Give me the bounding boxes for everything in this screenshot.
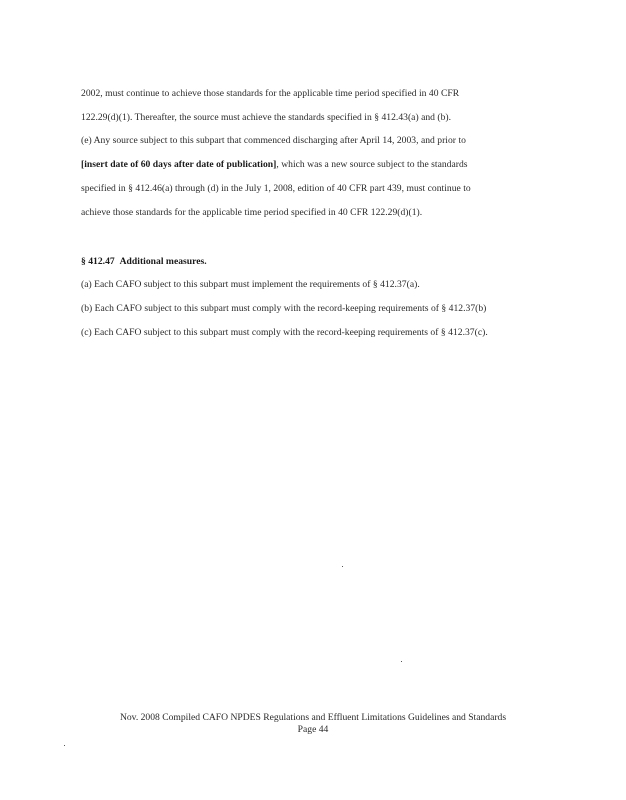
page-number: Page 44 — [297, 724, 329, 735]
list-item: (a) Each CAFO subject to this subpart must implement the requirements of § 412.37(a). — [81, 279, 420, 290]
body-line: achieve those standards for the applicable time period specified in 40 CFR 122.29(d)(1). — [81, 207, 423, 218]
scan-speck — [64, 745, 65, 746]
scan-speck — [342, 566, 343, 567]
section-title: Additional measures. — [119, 256, 207, 267]
list-item: (b) Each CAFO subject to this subpart must comply with the record-keeping requirements of § 412.37(b) — [81, 303, 487, 314]
bracketed-date-placeholder: [insert date of 60 days after date of publication] — [81, 159, 277, 170]
body-line: specified in § 412.46(a) through (d) in the July 1, 2008, edition of 40 CFR part 439, must continue to — [81, 183, 471, 194]
body-line — [81, 159, 468, 171]
body-text: , which was a new source subject to the standards — [276, 159, 468, 170]
list-item: (c) Each CAFO subject to this subpart must comply with the record-keeping requirements of § 412.37(c). — [81, 327, 488, 338]
body-line: (e) Any source subject to this subpart that commenced discharging after April 14, 2003, and prior to — [81, 135, 466, 146]
section-heading — [81, 256, 207, 268]
body-line: 122.29(d)(1). Thereafter, the source must achieve the standards specified in § 412.43(a) and (b). — [81, 112, 452, 123]
footer-title: Nov. 2008 Compiled CAFO NPDES Regulations and Effluent Limitations Guidelines and Standards — [119, 712, 507, 723]
section-number: § 412.47 — [81, 256, 115, 267]
scan-speck — [401, 661, 402, 662]
body-line: 2002, must continue to achieve those standards for the applicable time period specified in 40 CFR — [81, 88, 460, 99]
